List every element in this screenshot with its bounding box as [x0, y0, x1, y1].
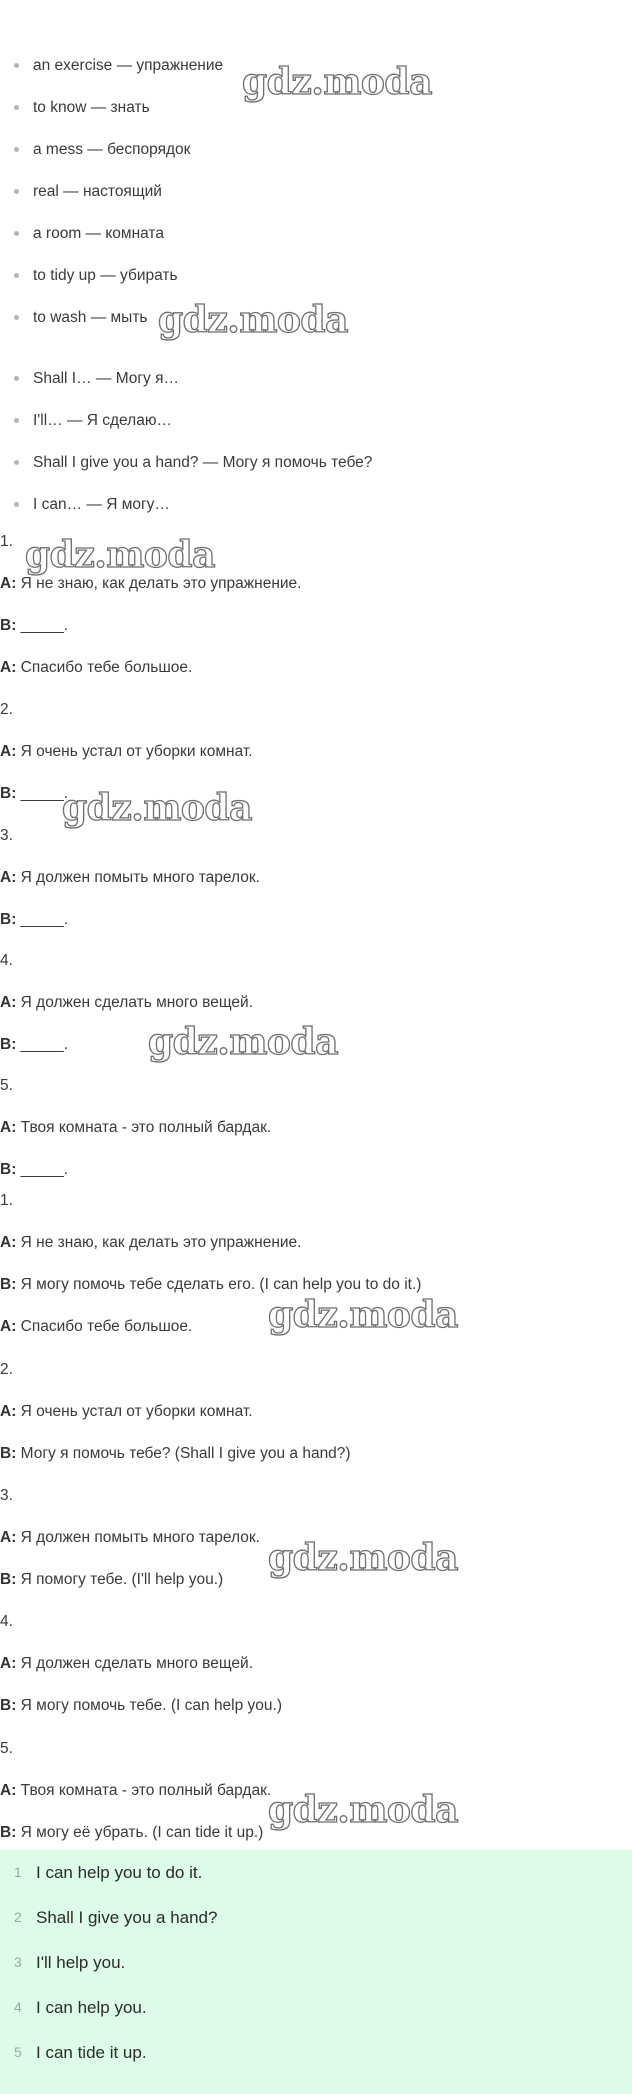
answer-number: 4 — [14, 1999, 22, 2015]
dialogue-line: A: Спасибо тебе большое. — [0, 659, 193, 676]
dialogue-number: 2. — [0, 701, 13, 718]
speaker-label: B: — [0, 1824, 17, 1841]
answer-number: 3 — [14, 1954, 22, 1970]
watermark: gdz.moda — [242, 61, 432, 103]
dialogue-number: 4. — [0, 952, 13, 969]
speaker-label: A: — [0, 575, 17, 592]
phrases-list — [0, 367, 632, 535]
dialogue-line: A: Твоя комната - это полный бардак. — [0, 1782, 272, 1799]
dialogue-line: B: _____. — [0, 1161, 69, 1178]
speaker-label: A: — [0, 1655, 17, 1672]
bullet-icon — [14, 460, 19, 465]
dialogue-line: A: Твоя комната - это полный бардак. — [0, 1119, 272, 1136]
dialogue-line: B: _____. — [0, 785, 69, 802]
phrase-item: Shall I give you a hand? — Могу я помочь тебе? — [0, 451, 632, 493]
vocab-item: an exercise — упражнение — [0, 54, 632, 96]
task-dialogue-1 — [0, 530, 632, 698]
task-dialogue-3 — [0, 824, 632, 950]
watermark: gdz.moda — [158, 299, 348, 341]
dialogue-line: B: Могу я помочь тебе? (Shall I give you a hand?) — [0, 1445, 351, 1462]
speaker-label: A: — [0, 869, 17, 886]
dialogue-number: 4. — [0, 1613, 13, 1630]
answer-item: 3 I'll help you. — [0, 1940, 632, 1985]
speaker-label: B: — [0, 785, 17, 802]
speaker-label: B: — [0, 1036, 17, 1053]
bullet-icon — [14, 418, 19, 423]
dialogue-line: A: Я должен сделать много вещей. — [0, 1655, 254, 1672]
dialogue-number: 5. — [0, 1740, 13, 1757]
vocab-item: a mess — беспорядок — [0, 138, 632, 180]
dialogue-line: A: Я должен помыть много тарелок. — [0, 1529, 260, 1546]
watermark: gdz.moda — [268, 1537, 458, 1579]
speaker-label: A: — [0, 1234, 17, 1251]
dialogue-line: B: _____. — [0, 911, 69, 928]
vocab-item: to know — знать — [0, 96, 632, 138]
dialogue-line: A: Спасибо тебе большое. — [0, 1318, 193, 1335]
task-dialogue-2 — [0, 698, 632, 829]
answer-item: 2 Shall I give you a hand? — [0, 1895, 632, 1940]
dialogue-line: A: Я не знаю, как делать это упражнение. — [0, 1234, 302, 1251]
speaker-label: B: — [0, 1276, 17, 1293]
answer-number: 2 — [14, 1909, 22, 1925]
speaker-label: A: — [0, 1119, 17, 1136]
phrase-item: I'll… — Я сделаю… — [0, 409, 632, 451]
dialogue-line: A: Я должен сделать много вещей. — [0, 994, 254, 1011]
phrase-item: Shall I… — Могу я… — [0, 367, 632, 409]
watermark: gdz.moda — [148, 1021, 338, 1063]
solution-dialogue-4 — [0, 1610, 632, 1736]
phrase-item: I can… — Я могу… — [0, 493, 632, 535]
vocab-item: to tidy up — убирать — [0, 264, 632, 306]
bullet-icon — [14, 105, 19, 110]
speaker-label: B: — [0, 1697, 17, 1714]
dialogue-line: B: _____. — [0, 1036, 69, 1053]
dialogue-number: 2. — [0, 1361, 13, 1378]
speaker-label: A: — [0, 1782, 17, 1799]
solution-dialogue-3 — [0, 1484, 632, 1610]
solution-dialogue-1 — [0, 1189, 632, 1357]
dialogue-line: A: Я не знаю, как делать это упражнение. — [0, 575, 302, 592]
dialogue-number: 3. — [0, 1487, 13, 1504]
solution-dialogue-2 — [0, 1358, 632, 1484]
speaker-label: B: — [0, 617, 17, 634]
answer-number: 1 — [14, 1864, 22, 1880]
dialogue-line: A: Я очень устал от уборки комнат. — [0, 743, 253, 760]
bullet-icon — [14, 273, 19, 278]
dialogue-line: A: Я должен помыть много тарелок. — [0, 869, 260, 886]
answer-item: 5 I can tide it up. — [0, 2030, 632, 2075]
speaker-label: B: — [0, 1161, 17, 1178]
vocab-item: to wash — мыть — [0, 306, 632, 348]
speaker-label: A: — [0, 994, 17, 1011]
bullet-icon — [14, 315, 19, 320]
bullet-icon — [14, 502, 19, 507]
bullet-icon — [14, 231, 19, 236]
dialogue-line: B: Я могу помочь тебе. (I can help you.) — [0, 1697, 283, 1714]
solution-dialogue-5 — [0, 1737, 632, 1863]
watermark: gdz.moda — [268, 1294, 458, 1336]
speaker-label: A: — [0, 1403, 17, 1420]
bullet-icon — [14, 189, 19, 194]
speaker-label: B: — [0, 911, 17, 928]
speaker-label: A: — [0, 659, 17, 676]
watermark: gdz.moda — [25, 534, 215, 576]
vocabulary-list — [0, 54, 632, 348]
answers-list — [0, 1850, 632, 2075]
speaker-label: B: — [0, 1571, 17, 1588]
dialogue-line: A: Я очень устал от уборки комнат. — [0, 1403, 253, 1420]
answers-box — [0, 1850, 632, 2094]
vocab-item: real — настоящий — [0, 180, 632, 222]
bullet-icon — [14, 147, 19, 152]
dialogue-line: B: Я могу её убрать. (I can tide it up.) — [0, 1824, 264, 1841]
dialogue-number: 3. — [0, 827, 13, 844]
speaker-label: B: — [0, 1445, 17, 1462]
task-dialogue-4 — [0, 949, 632, 1075]
dialogue-number: 1. — [0, 533, 13, 550]
watermark: gdz.moda — [62, 787, 252, 829]
dialogue-line: B: _____. — [0, 617, 69, 634]
dialogue-line: B: Я помогу тебе. (I'll help you.) — [0, 1571, 224, 1588]
dialogue-line: B: Я могу помочь тебе сделать его. (I can help you to do it.) — [0, 1276, 422, 1293]
bullet-icon — [14, 63, 19, 68]
vocab-item: a room — комната — [0, 222, 632, 264]
dialogue-number: 1. — [0, 1192, 13, 1209]
answer-item: 4 I can help you. — [0, 1985, 632, 2030]
dialogue-number: 5. — [0, 1077, 13, 1094]
watermark: gdz.moda — [268, 1789, 458, 1831]
answer-item: 1 I can help you to do it. — [0, 1850, 632, 1895]
speaker-label: A: — [0, 1529, 17, 1546]
speaker-label: A: — [0, 743, 17, 760]
answer-number: 5 — [14, 2044, 22, 2060]
task-dialogue-5 — [0, 1074, 632, 1200]
bullet-icon — [14, 376, 19, 381]
speaker-label: A: — [0, 1318, 17, 1335]
